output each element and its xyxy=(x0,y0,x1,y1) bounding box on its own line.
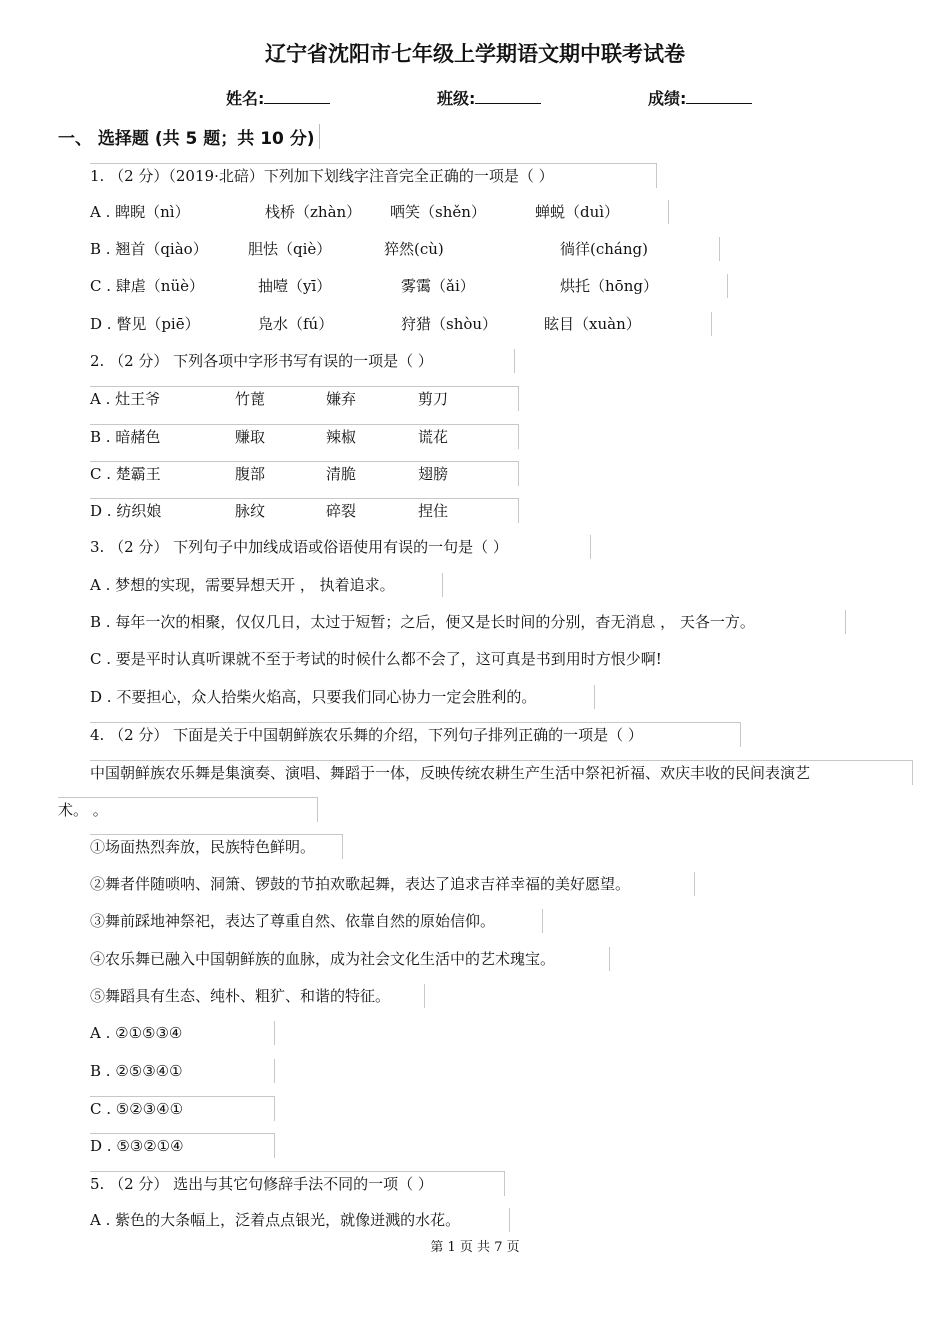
q4-sentence-5: ⑤舞蹈具有生态、纯朴、粗犷、和谐的特征。 xyxy=(90,984,425,1008)
q4-option-d[interactable]: D . ⑤③②①④ xyxy=(90,1133,275,1158)
exam-title: 辽宁省沈阳市七年级上学期语文期中联考试卷 xyxy=(265,42,685,66)
q4-stem: 4. （2 分） 下面是关于中国朝鲜族农乐舞的介绍，下列句子排列正确的一项是（ ） xyxy=(90,722,741,747)
q2-option-b[interactable]: B . 暗赭色 赚取 辣椒 谎花 xyxy=(90,424,519,449)
q4-passage-line1: 中国朝鲜族农乐舞是集演奏、演唱、舞蹈于一体，反映传统农耕生产生活中祭祀祈福、欢庆丰收的民间表演艺 xyxy=(90,760,913,785)
class-blank[interactable] xyxy=(475,88,541,104)
q4-option-c[interactable]: C . ⑤②③④① xyxy=(90,1096,275,1121)
q5-stem: 5. （2 分） 选出与其它句修辞手法不同的一项（ ） xyxy=(90,1171,505,1196)
q3-stem: 3. （2 分） 下列句子中加线成语或俗语使用有误的一句是（ ） xyxy=(90,535,591,559)
q2-option-c[interactable]: C . 楚霸王 腹部 清脆 翅膀 xyxy=(90,461,519,486)
q4-sentence-2: ②舞者伴随唢呐、洞箫、锣鼓的节拍欢歌起舞，表达了追求吉祥幸福的美好愿望。 xyxy=(90,872,695,896)
q4-sentence-3: ③舞前踩地神祭祀，表达了尊重自然、依靠自然的原始信仰。 xyxy=(90,909,543,933)
q3-option-a[interactable]: A . 梦想的实现，需要异想天开 ， 执着追求。 xyxy=(90,573,443,597)
q1-option-a[interactable]: A . 睥睨（nì） 栈桥（zhàn） 哂笑（shěn） 蝉蜕（duì） xyxy=(90,200,669,224)
page-footer: 第 1 页 共 7 页 xyxy=(430,1240,520,1255)
score-blank[interactable] xyxy=(686,88,752,104)
name-blank[interactable] xyxy=(264,88,330,104)
q1-stem: 1. （2 分）（2019·北碚）下列加下划线字注音完全正确的一项是（ ） xyxy=(90,163,657,188)
q3-option-d[interactable]: D . 不要担心，众人拾柴火焰高，只要我们同心协力一定会胜利的。 xyxy=(90,685,595,709)
q4-option-b[interactable]: B . ②⑤③④① xyxy=(90,1059,275,1083)
q2-stem: 2. （2 分） 下列各项中字形书写有误的一项是（ ） xyxy=(90,349,515,373)
q2-option-a[interactable]: A . 灶王爷 竹蓖 嫌弃 剪刀 xyxy=(90,386,519,411)
section-heading: 一、 选择题 (共 5 题；共 10 分) xyxy=(58,124,320,149)
q1-option-d[interactable]: D . 瞥见（piē） 凫水（fú） 狩猎（shòu） 眩目（xuàn） xyxy=(90,312,712,336)
class-field: 班级: xyxy=(437,86,541,109)
score-field: 成绩: xyxy=(648,86,752,109)
student-info-row xyxy=(0,86,950,110)
q2-option-d[interactable]: D . 纺织娘 脉纹 碎裂 捏住 xyxy=(90,498,519,523)
q3-option-c[interactable]: C . 要是平时认真听课就不至于考试的时候什么都不会了，这可真是书到用时方恨少啊! xyxy=(90,650,662,668)
q1-option-c[interactable]: C . 肆虐（nüè） 抽噎（yī） 雾霭（ǎi） 烘托（hōng） xyxy=(90,274,728,298)
q4-passage-line2: 术。 。 xyxy=(58,797,318,822)
q4-option-a[interactable]: A . ②①⑤③④ xyxy=(90,1021,275,1045)
q4-sentence-1: ①场面热烈奔放，民族特色鲜明。 xyxy=(90,834,343,859)
q5-option-a[interactable]: A . 紫色的大条幅上，泛着点点银光，就像迸溅的水花。 xyxy=(90,1208,510,1232)
q4-sentence-4: ④农乐舞已融入中国朝鲜族的血脉，成为社会文化生活中的艺术瑰宝。 xyxy=(90,947,610,971)
name-field: 姓名: xyxy=(226,86,330,109)
q3-option-b[interactable]: B . 每年一次的相聚，仅仅几日，太过于短暂；之后，便又是长时间的分别，杳无消息 ， 天各一方。 xyxy=(90,610,846,634)
q1-option-b[interactable]: B . 翘首（qiào） 胆怯（qiè） 猝然(cù) 徜徉(cháng) xyxy=(90,237,720,261)
